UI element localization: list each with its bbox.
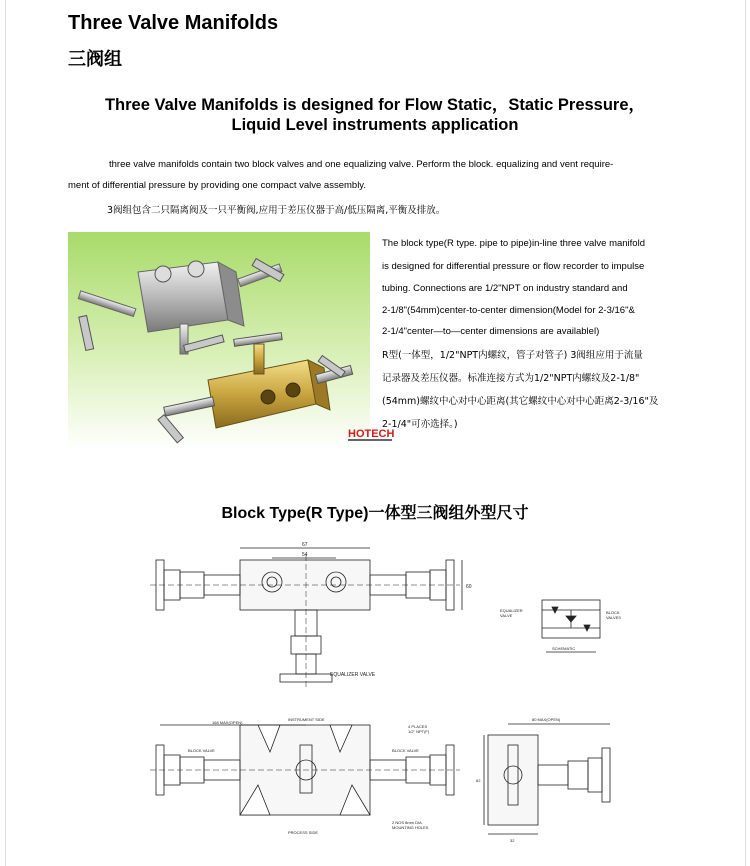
places-label: 4 PLACES 1/2" NPT(F): [408, 724, 430, 734]
dim-67-label: 67: [302, 542, 308, 548]
block-type-line-2: is designed for differential pressure or flow recorder to impulse: [382, 261, 645, 272]
dim-60-label: 60: [466, 584, 472, 590]
section-title: Block Type(R Type)一体型三阀组外型尺寸: [221, 505, 529, 522]
mounting-holes-label: 2 NOS 8mm DIA MOUNTING HOLES: [392, 820, 429, 830]
schematic-block-label: BLOCK VALVES: [606, 610, 621, 620]
side-view-drawing: [484, 724, 610, 834]
schematic-title: SCHEMATIC: [552, 646, 576, 651]
block-type-line-7: 记录器及差压仪器。标准连接方式为1/2"NPT内螺纹及2-1/8": [382, 373, 640, 384]
dimension-drawing: [140, 530, 640, 860]
front-view-drawing: [150, 725, 460, 815]
block-type-line-1: The block type(R type. pipe to pipe)in-line three valve manifold: [382, 238, 645, 249]
dim-80-label: 80 MAX(OPEN): [532, 717, 561, 722]
schematic-equalizer-label: EQUALIZER VALVE: [500, 608, 523, 618]
page-title: Three Valve Manifolds: [68, 12, 279, 34]
hotech-watermark: HOTECH: [348, 428, 395, 440]
block-type-line-6: R型(一体型，1/2"NPT内螺纹，管子对管子) 3阀组应用于流量: [382, 350, 643, 361]
top-view-drawing: [150, 548, 462, 690]
description-en-line-2: ment of differential pressure by providing one compact valve assembly.: [68, 180, 366, 191]
description-cn: 3阀组包含二只隔离阀及一只平衡阀,应用于差压仪器于高/低压隔离,平衡及排放。: [107, 205, 446, 216]
block-valve-left-label: BLOCK VALVE: [188, 748, 215, 753]
block-type-line-5: 2-1/4"center—to—center dimensions are availablel): [382, 326, 600, 337]
product-photo: [68, 232, 395, 450]
block-type-line-3: tubing. Connections are 1/2"NPT on industry standard and: [382, 283, 628, 294]
process-side-label: PROCESS SIDE: [288, 830, 319, 835]
block-valve-right-label: BLOCK VALVE: [392, 748, 419, 753]
dim-32-label: 32: [510, 838, 515, 843]
block-type-line-8: (54mm)螺纹中心对中心距离(其它螺纹中心对中心距离2-3/16"及: [382, 396, 659, 407]
block-type-line-4: 2-1/8"(54mm)center-to-center dimension(Model for 2-3/16"&: [382, 305, 635, 316]
headline-line-1: Three Valve Manifolds is designed for Flow Static，Static Pressure，: [104, 96, 646, 114]
instrument-side-label: INSTRUMENT SIDE: [288, 717, 325, 722]
description-en-line-1: three valve manifolds contain two block valves and one equalizing valve. Perform the block. equalizing and vent require-: [109, 159, 614, 170]
headline-line-2: Liquid Level instruments application: [231, 116, 519, 134]
schematic-drawing: [542, 600, 600, 652]
equalizer-valve-label: EQUALIZER VALVE: [330, 672, 376, 678]
dim-54-label: 54: [302, 552, 308, 558]
block-type-line-9: 2-1/4"可亦选择。): [382, 419, 458, 430]
dim-168-label: 168 MAX(OPEN): [212, 720, 243, 725]
dim-62-label: 62: [476, 778, 481, 783]
page-title-chinese: 三阀组: [68, 49, 122, 70]
